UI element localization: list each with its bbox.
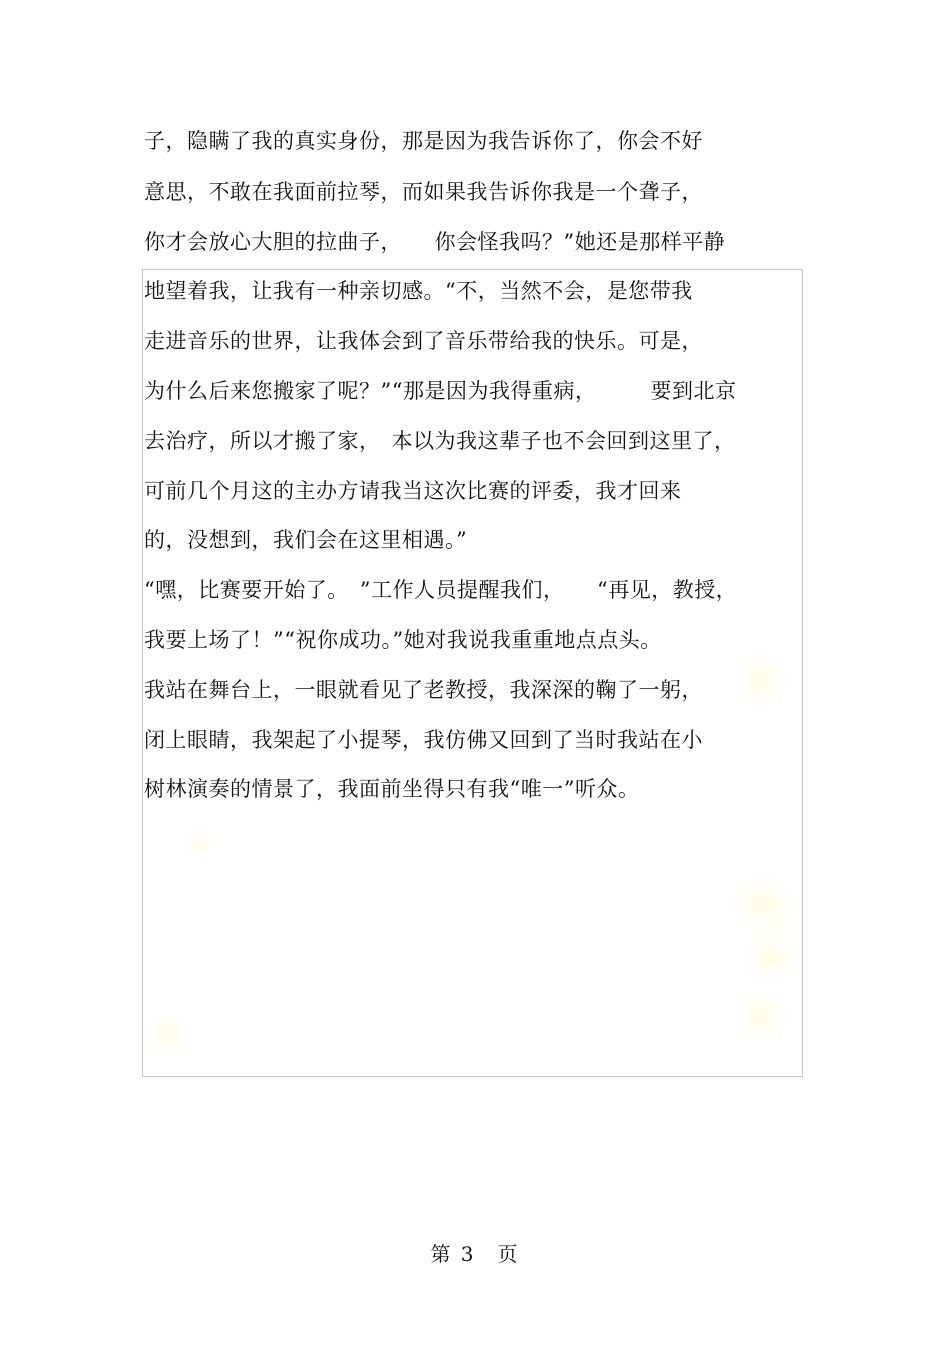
background-glow	[743, 930, 798, 985]
text-line-13	[144, 725, 703, 755]
background-glow	[728, 870, 798, 940]
text-line-content: 我站在舞台上，一眼就看见了老教授，我深深的鞠了一躬，	[144, 678, 703, 702]
text-line-14	[144, 774, 639, 804]
text-line-2	[144, 177, 703, 207]
text-line-content: 你才会放心大胆的拉曲子， 你会怪我吗？”她还是那样平静	[144, 230, 726, 254]
background-glow	[143, 1010, 193, 1060]
text-line-11	[144, 625, 662, 655]
text-line-content: 意思，不敢在我面前拉琴，而如果我告诉你我是一个聋子，	[144, 180, 703, 204]
text-line-3	[144, 227, 725, 257]
text-line-1	[144, 126, 703, 156]
text-line-content: 闭上眼睛，我架起了小提琴，我仿佛又回到了当时我站在小	[144, 728, 703, 752]
background-glow	[733, 650, 793, 710]
text-line-5	[144, 326, 703, 356]
text-line-content: 子，隐瞒了我的真实身份，那是因为我告诉你了，你会不好	[144, 129, 703, 153]
text-line-content: 为什么后来您搬家了呢？”“那是因为我得重病， 要到北京	[144, 379, 737, 403]
text-line-content: 树林演奏的情景了，我面前坐得只有我“唯一”听众。	[144, 777, 640, 801]
text-line-content: 我要上场了！”“祝你成功。”她对我说我重重地点点头。	[144, 628, 662, 652]
text-line-content: 的，没想到，我们会在这里相遇。”	[144, 528, 468, 552]
text-line-9	[144, 525, 467, 555]
text-line-content: “嘿，比赛要开始了。 ”工作人员提醒我们， “再见，教授，	[144, 578, 738, 602]
text-line-8	[144, 476, 682, 506]
background-glow	[183, 830, 213, 860]
text-line-content: 去治疗，所以才搬了家， 本以为我这辈子也不会回到这里了，	[144, 429, 736, 453]
text-line-content: 地望着我，让我有一种亲切感。“不，当然不会，是您带我	[144, 279, 693, 303]
text-line-12	[144, 675, 703, 705]
text-line-7	[144, 426, 736, 456]
page-number: 第 3 页	[430, 1242, 520, 1266]
background-glow	[733, 985, 793, 1045]
text-line-content: 走进音乐的世界，让我体会到了音乐带给我的快乐。可是，	[144, 329, 703, 353]
text-line-4	[144, 276, 693, 306]
text-line-6	[144, 376, 736, 406]
text-line-content: 可前几个月这的主办方请我当这次比赛的评委，我才回来	[144, 479, 682, 503]
text-line-10	[144, 575, 737, 605]
